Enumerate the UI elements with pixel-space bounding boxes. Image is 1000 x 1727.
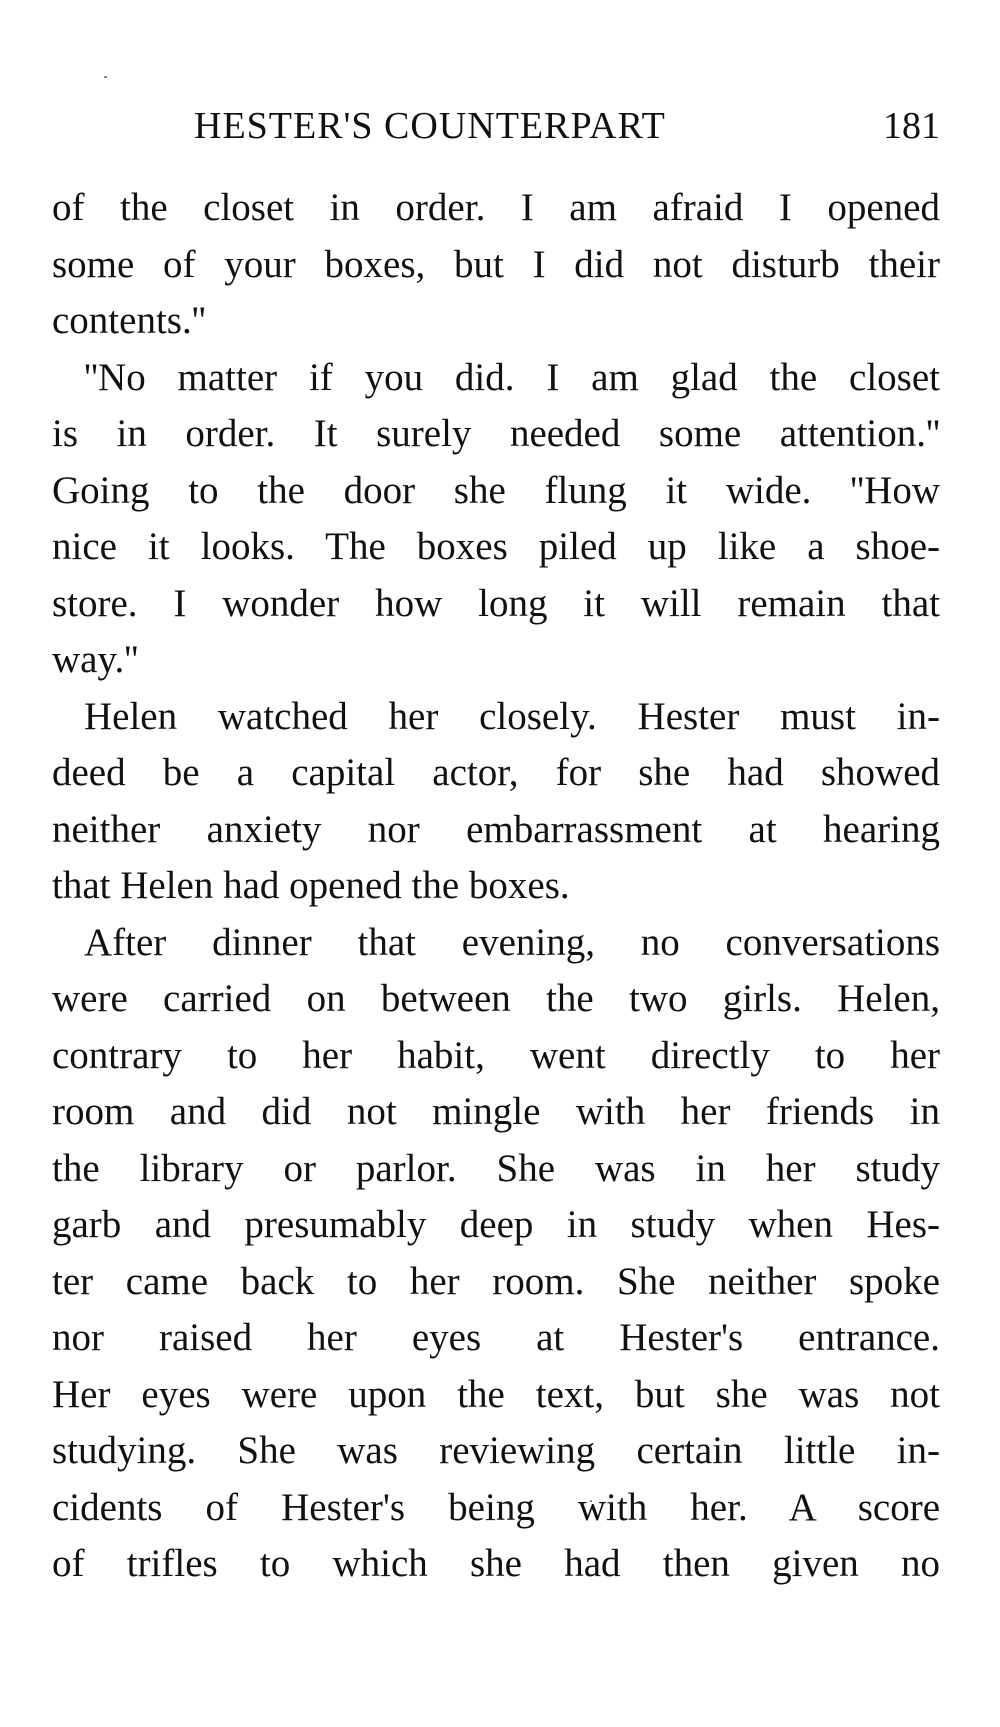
text-line: of the closet in order. I am afraid I opened: [52, 186, 940, 229]
text-line: Going to the door she flung it wide. ''How: [52, 468, 940, 512]
text-line: room and did not mingle with her friends in: [52, 1090, 940, 1133]
page-number: 181: [883, 105, 940, 147]
text-line: store. I wonder how long it will remain that: [52, 581, 940, 625]
text-line: cidents of Hester's being with her. A score: [52, 1485, 940, 1529]
text-line: contents.'': [52, 299, 206, 342]
text-line: ''No matter if you did. I am glad the closet: [84, 355, 940, 399]
text-line: were carried on between the two girls. Helen,: [52, 977, 940, 1020]
text-line: Her eyes were upon the text, but she was not: [52, 1372, 940, 1416]
text-line: neither anxiety nor embarrassment at hearing: [52, 807, 940, 851]
print-speck: [104, 76, 107, 78]
text-line: of trifles to which she had then given no: [52, 1542, 940, 1585]
text-line: After dinner that evening, no conversations: [84, 920, 940, 964]
text-line: way.'': [52, 638, 139, 681]
text-line: nor raised her eyes at Hester's entrance.: [52, 1316, 940, 1359]
text-line: the library or parlor. She was in her study: [52, 1146, 940, 1190]
body-text: [52, 180, 940, 1593]
text-line: ter came back to her room. She neither spoke: [52, 1259, 940, 1303]
text-line: is in order. It surely needed some attention.'': [52, 412, 940, 455]
text-line: nice it looks. The boxes piled up like a shoe-: [52, 525, 940, 568]
text-line: studying. She was reviewing certain little in-: [52, 1429, 940, 1472]
text-line: deed be a capital actor, for she had showed: [52, 751, 940, 794]
text-line: some of your boxes, but I did not disturb their: [52, 242, 940, 286]
text-line: garb and presumably deep in study when Hes-: [52, 1203, 940, 1246]
running-title: HESTER'S COUNTERPART: [194, 105, 666, 147]
running-head: [52, 98, 940, 154]
text-line: that Helen had opened the boxes.: [52, 864, 570, 907]
text-line: Helen watched her closely. Hester must in-: [84, 694, 940, 738]
text-line: contrary to her habit, went directly to her: [52, 1033, 940, 1077]
